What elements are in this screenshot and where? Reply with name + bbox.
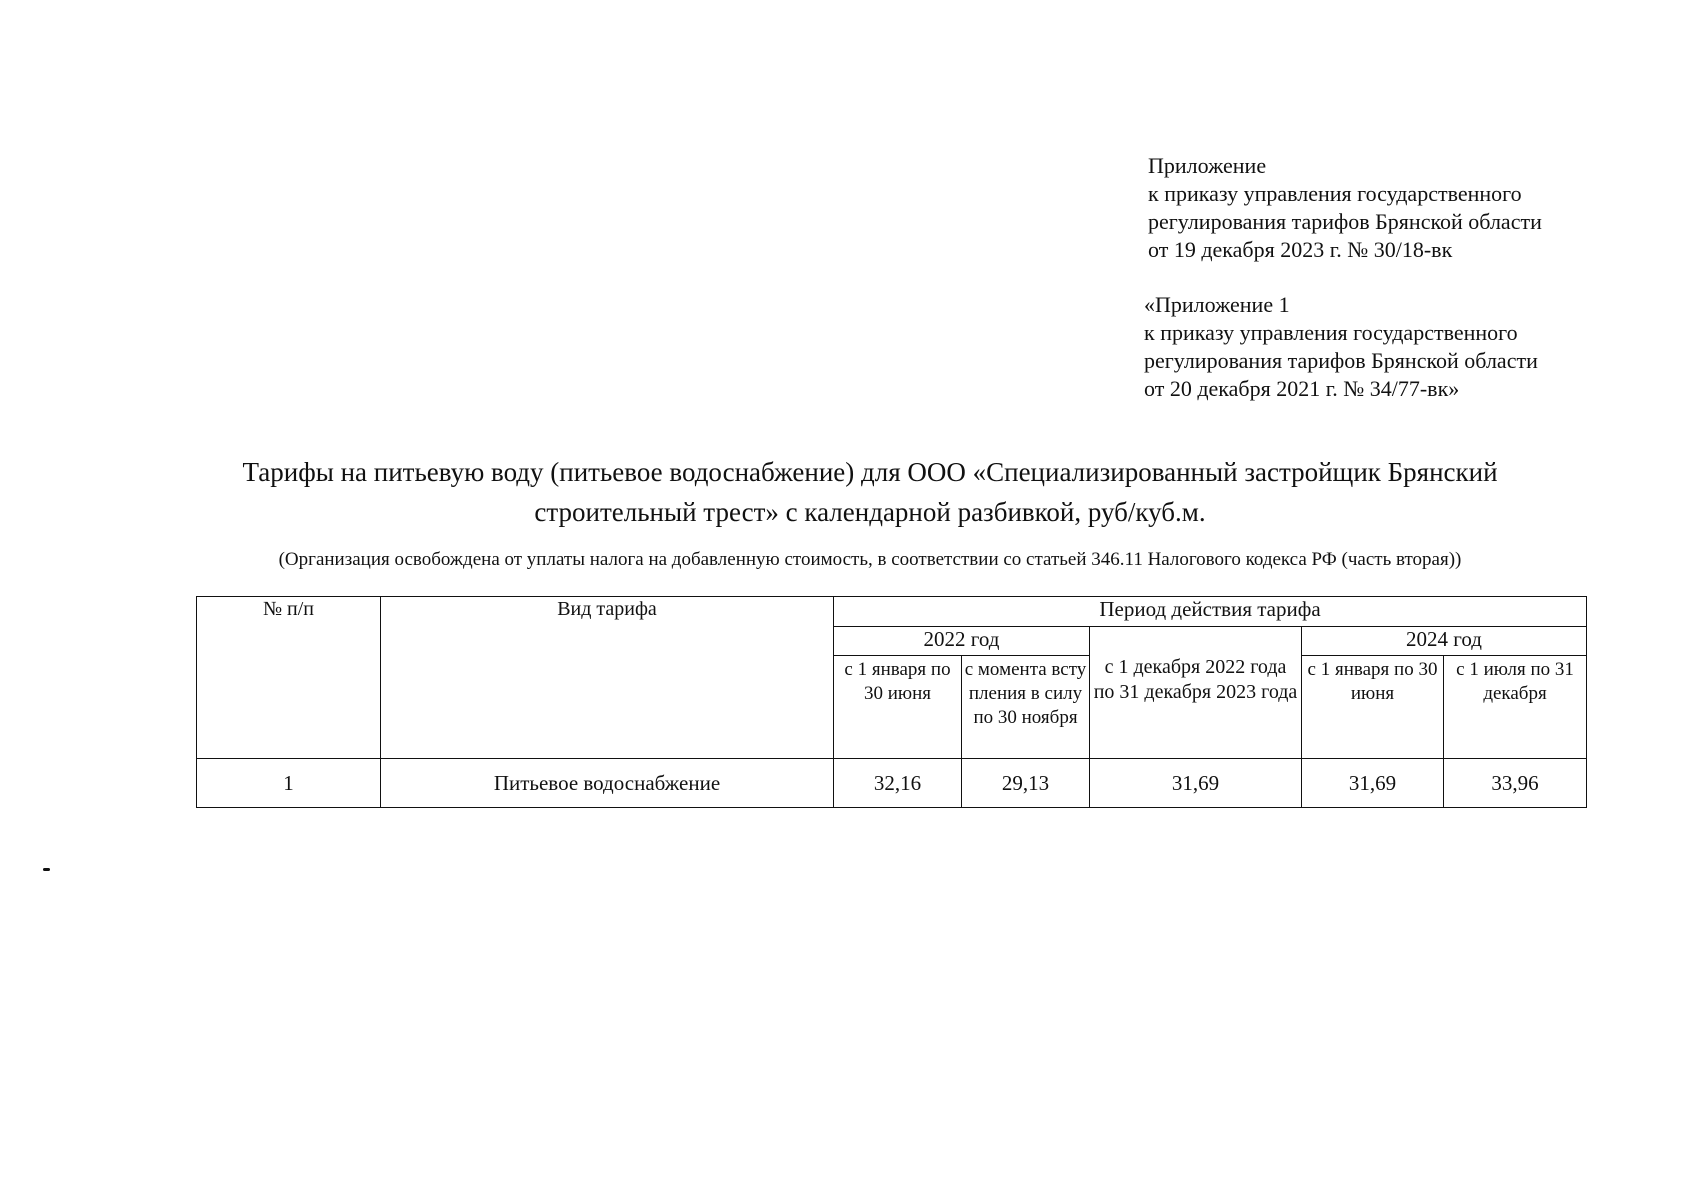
table-row	[197, 759, 1587, 808]
document-title-line2: строительный трест» с календарной разбивкой, руб/куб.м.	[534, 497, 1206, 527]
annex-current-block	[1148, 152, 1542, 264]
document-title	[100, 452, 1640, 532]
row-value-2: 29,13	[962, 759, 1090, 808]
header-tariff-type: Вид тарифа	[381, 597, 834, 759]
row-value-4: 31,69	[1302, 759, 1444, 808]
row-tariff-type: Питьевое водоснабжение	[381, 759, 834, 808]
annex-current-line1: Приложение	[1148, 153, 1267, 178]
annex-current-line4: от 19 декабря 2023 г. № 30/18-вк	[1148, 237, 1453, 262]
annex-previous-line4: от 20 декабря 2021 г. № 34/77-вк»	[1144, 376, 1460, 401]
annex-previous-line1: «Приложение 1	[1144, 292, 1290, 317]
header-period: Период действия тарифа	[834, 597, 1587, 627]
annex-current-line2: к приказу управления государственного	[1148, 181, 1522, 206]
header-year-2022: 2022 год	[834, 627, 1090, 656]
header-period-1: с 1 января по 30 июня	[834, 656, 962, 759]
header-period-2: с момента вступления в силу по 30 ноября	[962, 656, 1090, 759]
annex-previous-line3: регулирования тарифов Брянской области	[1144, 348, 1538, 373]
row-value-5: 33,96	[1444, 759, 1587, 808]
row-value-3: 31,69	[1090, 759, 1302, 808]
annex-previous-line2: к приказу управления государственного	[1144, 320, 1518, 345]
tariff-table	[196, 596, 1587, 808]
vat-note: (Организация освобождена от уплаты налога на добавленную стоимость, в соответствии со статьей 346.11 Налогового кодекса РФ (часть вторая))	[278, 549, 1462, 570]
document-title-line1: Тарифы на питьевую воду (питьевое водоснабжение) для ООО «Специализированный застройщик Брянский	[242, 457, 1498, 487]
header-number: № п/п	[197, 597, 381, 759]
header-period-5: с 1 июля по 31 декабря	[1444, 656, 1587, 759]
annex-current-line3: регулирования тарифов Брянской области	[1148, 209, 1542, 234]
row-value-1: 32,16	[834, 759, 962, 808]
header-period-3: с 1 декабря 2022 года по 31 декабря 2023 года	[1090, 627, 1302, 759]
table-header-row	[197, 597, 1587, 627]
scan-speck	[43, 868, 50, 871]
header-year-2024: 2024 год	[1302, 627, 1587, 656]
annex-previous-block	[1144, 291, 1538, 403]
row-number: 1	[197, 759, 381, 808]
header-period-4: с 1 января по 30 июня	[1302, 656, 1444, 759]
